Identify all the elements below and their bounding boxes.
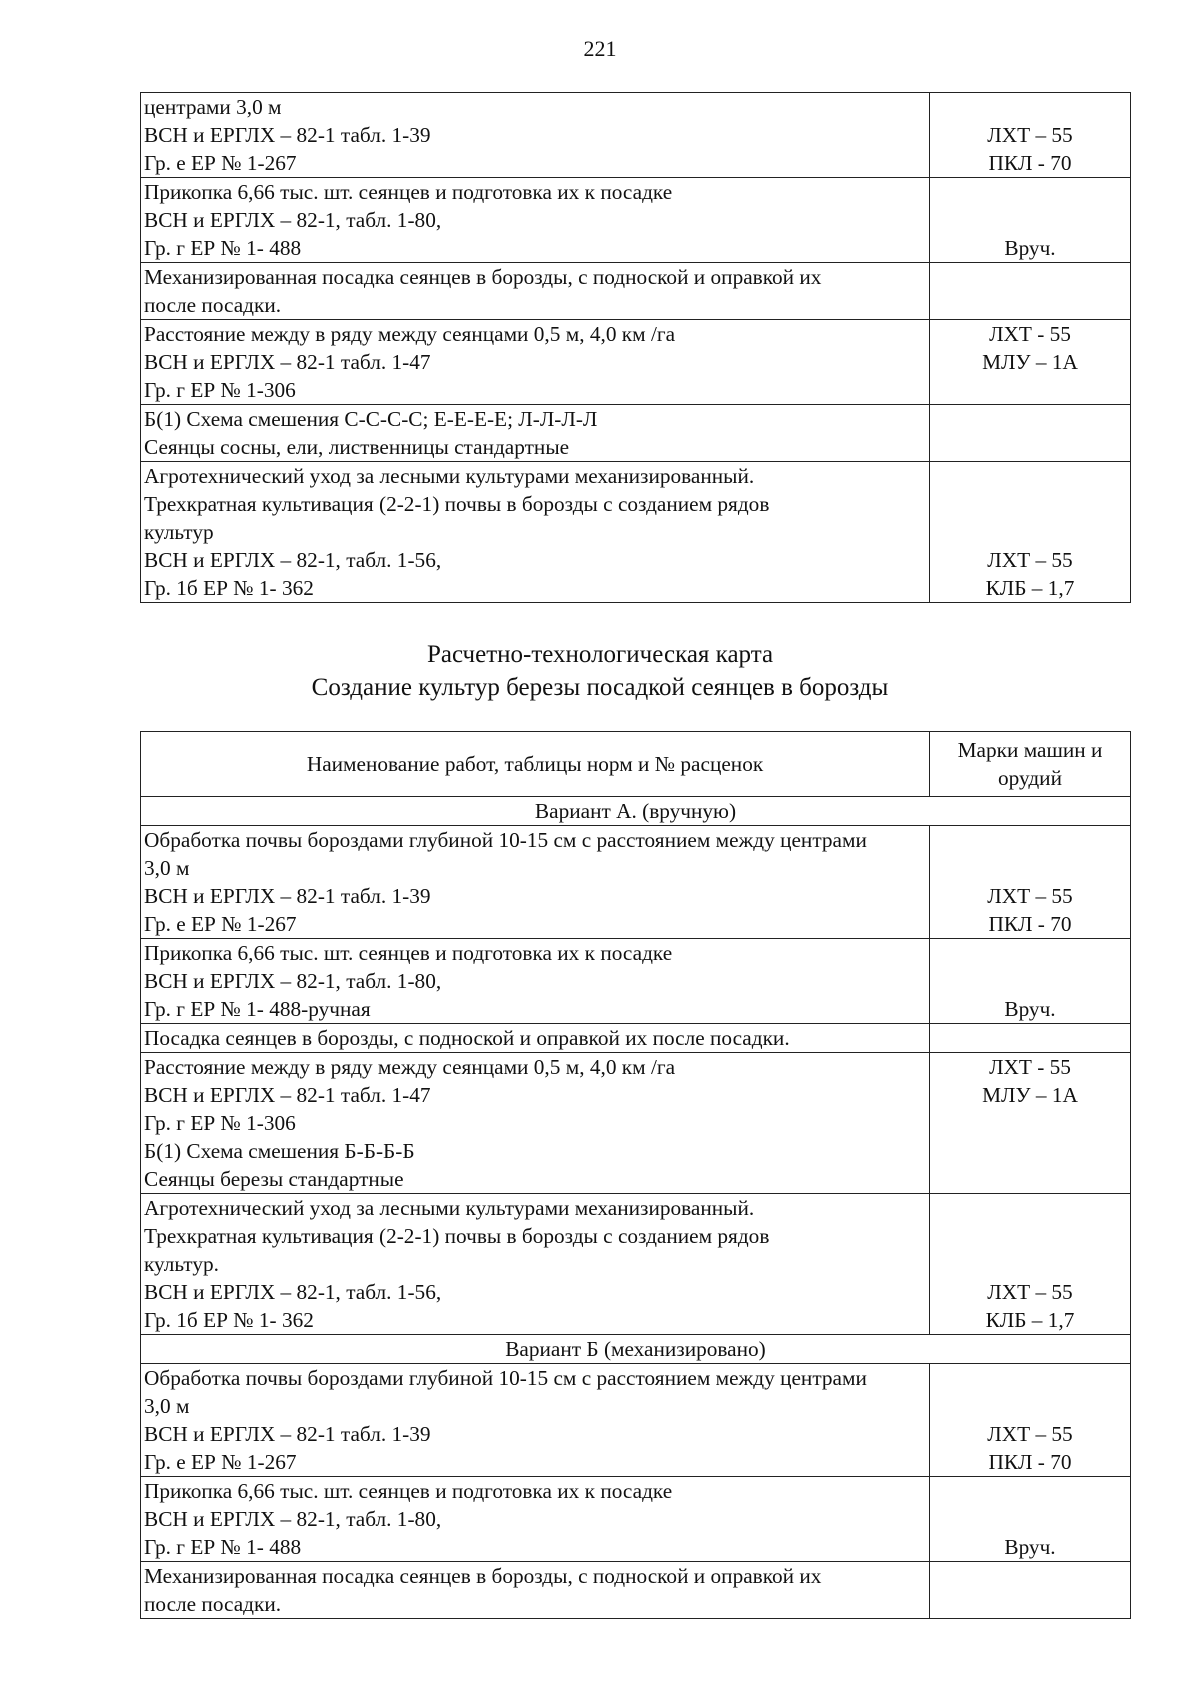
birch-planting-table bbox=[140, 731, 1131, 1619]
work-description-line: Расстояние между в ряду между сеянцами 0,5 м, 4,0 км /га bbox=[144, 1055, 676, 1079]
work-description-line: Гр. е ЕР № 1-267 bbox=[144, 1450, 297, 1474]
table-row bbox=[141, 93, 1131, 178]
machine-marks-cell bbox=[930, 320, 1131, 405]
table-row bbox=[141, 1364, 1131, 1477]
machine-mark: Вруч. bbox=[1004, 997, 1056, 1021]
work-description-cell bbox=[141, 1562, 930, 1619]
table-row bbox=[141, 1477, 1131, 1562]
work-description-line: Б(1) Схема смешения Б-Б-Б-Б bbox=[144, 1139, 415, 1163]
table-row bbox=[141, 939, 1131, 1024]
table-row bbox=[141, 1024, 1131, 1053]
machine-marks-cell bbox=[930, 1477, 1131, 1562]
work-description-line: Сеянцы сосны, ели, лиственницы стандартные bbox=[144, 435, 570, 459]
work-description-line: Сеянцы березы стандартные bbox=[144, 1167, 404, 1191]
machine-mark: МЛУ – 1А bbox=[982, 350, 1078, 374]
work-description-line: ВСН и ЕРГЛХ – 82-1, табл. 1-80, bbox=[144, 208, 442, 232]
variant-b-label bbox=[141, 1335, 1131, 1364]
work-description-line: 3,0 м bbox=[144, 856, 190, 880]
work-description-line: Посадка сеянцев в борозды, с подноской и оправкой их после посадки. bbox=[144, 1026, 790, 1050]
work-description-cell bbox=[141, 1194, 930, 1335]
work-description-line: после посадки. bbox=[144, 293, 282, 317]
machine-mark: ПКЛ - 70 bbox=[988, 912, 1072, 936]
table-row bbox=[141, 826, 1131, 939]
work-description-line: ВСН и ЕРГЛХ – 82-1 табл. 1-39 bbox=[144, 884, 431, 908]
work-description-line: ВСН и ЕРГЛХ – 82-1, табл. 1-56, bbox=[144, 548, 442, 572]
machine-marks-cell bbox=[930, 1364, 1131, 1477]
table-row bbox=[141, 405, 1131, 462]
work-description-cell bbox=[141, 178, 930, 263]
work-description-line: Б(1) Схема смешения С-С-С-С; Е-Е-Е-Е; Л-Л-Л-Л bbox=[144, 407, 598, 431]
work-description-line: Гр. 1б ЕР № 1- 362 bbox=[144, 576, 314, 600]
work-description-line: Гр. г ЕР № 1- 488 bbox=[144, 236, 302, 260]
table1-body bbox=[141, 93, 1131, 603]
work-description-line: Гр. е ЕР № 1-267 bbox=[144, 912, 297, 936]
work-description-line: Трехкратная культивация (2-2-1) почвы в борозды с созданием рядов bbox=[144, 492, 770, 516]
machine-mark: ЛХТ - 55 bbox=[989, 1055, 1071, 1079]
table2-body bbox=[141, 797, 1131, 1619]
work-description-line: ВСН и ЕРГЛХ – 82-1, табл. 1-80, bbox=[144, 969, 442, 993]
table-row bbox=[141, 1194, 1131, 1335]
header-machines-line1: Марки машин и bbox=[957, 738, 1103, 762]
work-description-line: ВСН и ЕРГЛХ – 82-1 табл. 1-47 bbox=[144, 1083, 431, 1107]
table-row bbox=[141, 1053, 1131, 1194]
table-row bbox=[141, 1562, 1131, 1619]
work-description-cell bbox=[141, 826, 930, 939]
work-description-line: Агротехнический уход за лесными культурами механизированный. bbox=[144, 1196, 755, 1220]
work-description-line: Трехкратная культивация (2-2-1) почвы в борозды с созданием рядов bbox=[144, 1224, 770, 1248]
work-description-line: Расстояние между в ряду между сеянцами 0,5 м, 4,0 км /га bbox=[144, 322, 676, 346]
machine-mark: Вруч. bbox=[1004, 236, 1056, 260]
work-description-line: центрами 3,0 м bbox=[144, 95, 282, 119]
machine-marks-cell bbox=[930, 1024, 1131, 1053]
work-description-cell bbox=[141, 320, 930, 405]
machine-marks-cell bbox=[930, 462, 1131, 603]
machine-mark: ПКЛ - 70 bbox=[988, 1450, 1072, 1474]
work-description-cell bbox=[141, 1364, 930, 1477]
header-machines bbox=[930, 732, 1131, 797]
variant-a-row bbox=[141, 797, 1131, 826]
work-description-cell bbox=[141, 405, 930, 462]
work-description-line: Прикопка 6,66 тыс. шт. сеянцев и подготовка их к посадке bbox=[144, 180, 673, 204]
work-description-cell bbox=[141, 939, 930, 1024]
machine-mark: КЛБ – 1,7 bbox=[985, 576, 1075, 600]
work-description-line: ВСН и ЕРГЛХ – 82-1, табл. 1-56, bbox=[144, 1280, 442, 1304]
work-description-line: Обработка почвы бороздами глубиной 10-15 см с расстоянием между центрами bbox=[144, 1366, 867, 1390]
work-description-line: Механизированная посадка сеянцев в борозды, с подноской и оправкой их bbox=[144, 1564, 822, 1588]
work-description-line: Гр. г ЕР № 1- 488 bbox=[144, 1535, 302, 1559]
machine-marks-cell bbox=[930, 1562, 1131, 1619]
work-description-line: культур bbox=[144, 520, 214, 544]
machine-mark: Вруч. bbox=[1004, 1535, 1056, 1559]
machine-mark: ЛХТ – 55 bbox=[987, 1280, 1073, 1304]
page-number: 221 bbox=[583, 36, 617, 61]
variant-b-text: Вариант Б (механизировано) bbox=[505, 1337, 766, 1361]
work-description-line: ВСН и ЕРГЛХ – 82-1 табл. 1-39 bbox=[144, 123, 431, 147]
variant-b-row bbox=[141, 1335, 1131, 1364]
work-description-line: Прикопка 6,66 тыс. шт. сеянцев и подготовка их к посадке bbox=[144, 941, 673, 965]
continued-operations-table bbox=[140, 92, 1131, 603]
machine-mark: ЛХТ – 55 bbox=[987, 884, 1073, 908]
work-description-line: Механизированная посадка сеянцев в борозды, с подноской и оправкой их bbox=[144, 265, 822, 289]
machine-mark: ПКЛ - 70 bbox=[988, 151, 1072, 175]
work-description-line: Гр. е ЕР № 1-267 bbox=[144, 151, 297, 175]
header-machines-line2: орудий bbox=[998, 766, 1062, 790]
machine-mark: ЛХТ – 55 bbox=[987, 123, 1073, 147]
table-row bbox=[141, 320, 1131, 405]
machine-marks-cell bbox=[930, 93, 1131, 178]
work-description-cell bbox=[141, 1024, 930, 1053]
machine-mark: ЛХТ - 55 bbox=[989, 322, 1071, 346]
work-description-line: Обработка почвы бороздами глубиной 10-15 см с расстоянием между центрами bbox=[144, 828, 867, 852]
machine-mark: ЛХТ – 55 bbox=[987, 1422, 1073, 1446]
machine-marks-cell bbox=[930, 1194, 1131, 1335]
work-description-cell bbox=[141, 263, 930, 320]
machine-marks-cell bbox=[930, 826, 1131, 939]
machine-marks-cell bbox=[930, 405, 1131, 462]
variant-a-label bbox=[141, 797, 1131, 826]
work-description-line: ВСН и ЕРГЛХ – 82-1 табл. 1-39 bbox=[144, 1422, 431, 1446]
machine-mark: КЛБ – 1,7 bbox=[985, 1308, 1075, 1332]
machine-mark: ЛХТ – 55 bbox=[987, 548, 1073, 572]
variant-a-text: Вариант А. (вручную) bbox=[534, 799, 737, 823]
table-header-row bbox=[141, 732, 1131, 797]
work-description-line: Гр. г ЕР № 1-306 bbox=[144, 1111, 296, 1135]
work-description-line: Гр. г ЕР № 1- 488-ручная bbox=[144, 997, 371, 1021]
work-description-line: ВСН и ЕРГЛХ – 82-1, табл. 1-80, bbox=[144, 1507, 442, 1531]
work-description-line: ВСН и ЕРГЛХ – 82-1 табл. 1-47 bbox=[144, 350, 431, 374]
work-description-line: после посадки. bbox=[144, 1592, 282, 1616]
work-description-line: 3,0 м bbox=[144, 1394, 190, 1418]
work-description-line: Прикопка 6,66 тыс. шт. сеянцев и подготовка их к посадке bbox=[144, 1479, 673, 1503]
machine-mark: МЛУ – 1А bbox=[982, 1083, 1078, 1107]
table-row bbox=[141, 462, 1131, 603]
machine-marks-cell bbox=[930, 1053, 1131, 1194]
machine-marks-cell bbox=[930, 263, 1131, 320]
work-description-cell bbox=[141, 93, 930, 178]
work-description-line: Гр. г ЕР № 1-306 bbox=[144, 378, 296, 402]
header-works: Наименование работ, таблицы норм и № расценок bbox=[141, 732, 930, 797]
work-description-cell bbox=[141, 1477, 930, 1562]
work-description-cell bbox=[141, 1053, 930, 1194]
machine-marks-cell bbox=[930, 939, 1131, 1024]
work-description-line: культур. bbox=[144, 1252, 219, 1276]
table-row bbox=[141, 178, 1131, 263]
table-row bbox=[141, 263, 1131, 320]
section-title: Расчетно-технологическая карта bbox=[426, 641, 774, 668]
work-description-cell bbox=[141, 462, 930, 603]
work-description-line: Гр. 1б ЕР № 1- 362 bbox=[144, 1308, 314, 1332]
work-description-line: Агротехнический уход за лесными культурами механизированный. bbox=[144, 464, 755, 488]
machine-marks-cell bbox=[930, 178, 1131, 263]
section-subtitle: Создание культур березы посадкой сеянцев в борозды bbox=[311, 674, 889, 701]
